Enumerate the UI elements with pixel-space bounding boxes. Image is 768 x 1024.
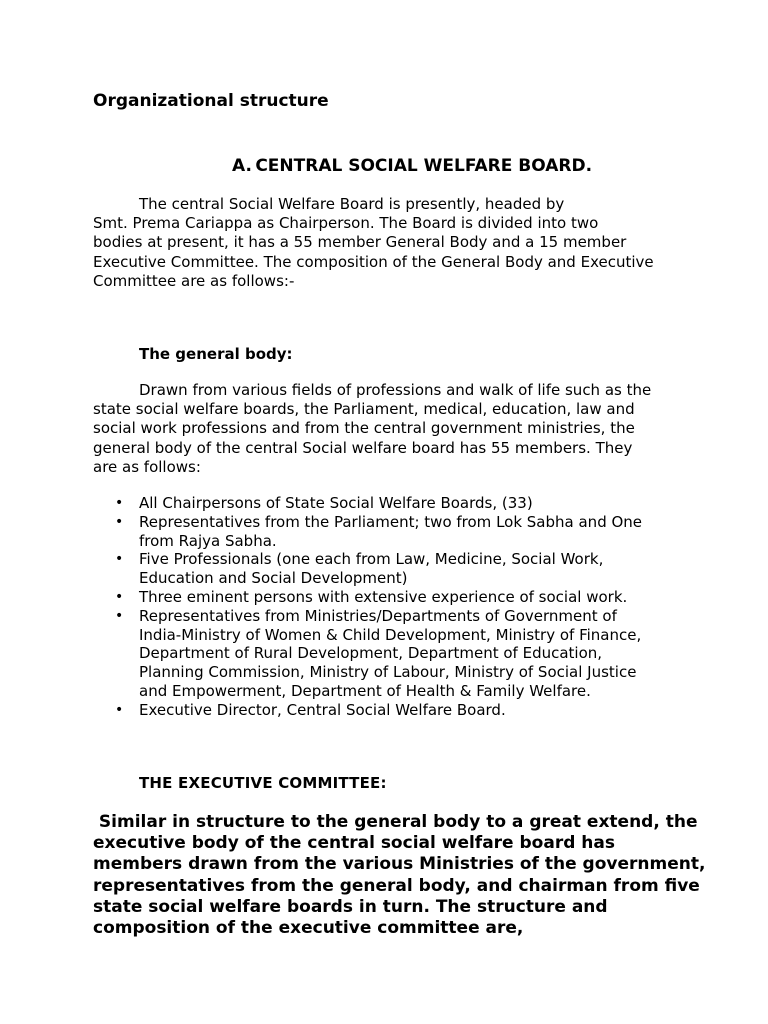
intro-line: Committee are as follows:- [93, 271, 295, 290]
general-body-paragraph [93, 381, 693, 477]
intro-line: Executive Committee. The composition of the General Body and Executive [93, 252, 654, 271]
intro-line: bodies at present, it has a 55 member General Body and a 15 member [93, 233, 627, 252]
list-item-line: Executive Director, Central Social Welfare Board. [139, 700, 506, 719]
executive-committee-heading: THE EXECUTIVE COMMITTEE: [139, 774, 387, 792]
paragraph-line: state social welfare boards in turn. The structure and [93, 896, 608, 917]
page-title: Organizational structure [93, 91, 329, 111]
paragraph-line: Similar in structure to the general body to a great extend, the [93, 812, 698, 832]
paragraph-line: state social welfare boards, the Parliament, medical, education, law and [93, 400, 635, 419]
paragraph-line: composition of the executive committee are, [93, 918, 524, 939]
paragraph-line: Drawn from various fields of professions and walk of life such as the [139, 381, 652, 399]
list-item-line: Department of Rural Development, Department of Education, [139, 644, 603, 663]
intro-paragraph [93, 195, 683, 291]
paragraph-line: social work professions and from the central government ministries, the [93, 419, 635, 438]
bullet-icon: • [115, 701, 124, 718]
general-body-heading: The general body: [139, 345, 293, 363]
list-item-line: All Chairpersons of State Social Welfare Boards, (33) [139, 494, 533, 512]
intro-line: The central Social Welfare Board is presently, headed by [139, 195, 565, 213]
list-item-line: Three eminent persons with extensive experience of social work. [139, 587, 628, 606]
list-item-line: Representatives from Ministries/Departments of Government of [139, 606, 617, 625]
paragraph-line: general body of the central Social welfare board has 55 members. They [93, 438, 633, 457]
list-item-line: from Rajya Sabha. [139, 531, 277, 550]
bullet-icon: • [115, 551, 124, 568]
list-item [93, 550, 693, 588]
bullet-icon: • [115, 588, 124, 605]
list-item-line: Planning Commission, Ministry of Labour, Ministry of Social Justice [139, 663, 637, 682]
paragraph-line: executive body of the central social welfare board has [93, 833, 615, 854]
list-item [93, 588, 693, 607]
paragraph-line: representatives from the general body, and chairman from five [93, 875, 700, 896]
list-item-line: Education and Social Development) [139, 569, 408, 588]
executive-committee-paragraph [93, 812, 706, 939]
general-body-members-list [93, 494, 693, 720]
list-item [93, 701, 693, 720]
list-item [93, 494, 693, 513]
paragraph-line: are as follows: [93, 457, 201, 476]
list-item-line: and Empowerment, Department of Health & Family Welfare. [139, 681, 591, 700]
bullet-icon: • [115, 513, 124, 530]
list-item [93, 513, 693, 551]
section-title: A. CENTRAL SOCIAL WELFARE BOARD. [232, 156, 593, 176]
bullet-icon: • [115, 607, 124, 624]
bullet-icon: • [115, 495, 124, 511]
list-item-line: Five Professionals (one each from Law, Medicine, Social Work, [139, 550, 604, 569]
intro-line: Smt. Prema Cariappa as Chairperson. The Board is divided into two [93, 214, 599, 233]
list-item-line: India-Ministry of Women & Child Development, Ministry of Finance, [139, 625, 642, 644]
list-item-line: Representatives from the Parliament; two from Lok Sabha and One [139, 512, 643, 531]
list-item [93, 607, 693, 701]
paragraph-line: members drawn from the various Ministries of the government, [93, 854, 706, 875]
